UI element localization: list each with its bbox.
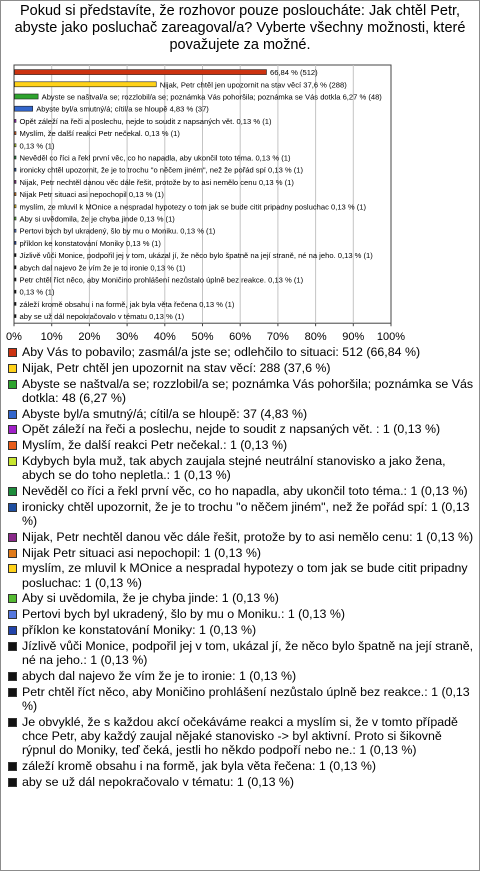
legend-swatch xyxy=(8,425,17,434)
bar-label: Petr chtěl říct něco, aby Moničino prohlášení nezůstalo úplně bez reakce. 0,13 % (1) xyxy=(19,275,304,285)
legend-label: Abyste byl/a smutný/á; cítil/a se hloupě: 37 (4,83 %) xyxy=(22,406,308,421)
legend-item xyxy=(6,407,474,421)
legend-swatch xyxy=(8,642,17,651)
bar xyxy=(15,180,17,183)
legend-item xyxy=(6,484,474,498)
x-tick-label: 50% xyxy=(191,331,214,344)
legend-label: příklon ke konstatování Moniky: 1 (0,13 %) xyxy=(22,622,257,637)
legend-item xyxy=(6,669,474,683)
legend-item xyxy=(6,345,474,359)
legend-swatch xyxy=(8,672,17,681)
legend-swatch xyxy=(8,594,17,603)
chart-title: Pokud si představíte, že rozhovor pouze posloucháte: Jak chtěl Petr, abyste jako posluchač zareagoval/a? Vyberte všechny možnosti, které považujete za možné. xyxy=(14,3,466,53)
legend-label: abych dal najevo že vím že je to ironie: 1 (0,13 %) xyxy=(22,668,297,683)
legend-swatch xyxy=(8,626,17,635)
bar-label: Myslím, že další reakci Petr nečekal. 0,13 % (1) xyxy=(19,129,180,139)
bar-label: Nijak Petr situaci asi nepochopil 0,13 % (1) xyxy=(19,190,164,200)
legend-label: Aby si uvědomila, že je chyba jinde: 1 (0,13 %) xyxy=(22,591,279,606)
chart-legend xyxy=(6,345,474,790)
legend-item xyxy=(6,623,474,637)
legend-swatch xyxy=(8,457,17,466)
bar-label: Nijak, Petr chtěl jen upozornit na stav věcí 37,6 % (288) xyxy=(159,80,347,90)
bar xyxy=(15,254,17,257)
bar xyxy=(15,70,267,75)
x-tick-label: 10% xyxy=(40,331,63,344)
legend-item xyxy=(6,500,474,528)
legend-swatch xyxy=(8,778,17,787)
legend-label: záleží kromě obsahu i na formě, jak byla věta řečena: 1 (0,13 %) xyxy=(22,758,376,773)
x-tick-label: 80% xyxy=(304,331,327,344)
bar xyxy=(15,302,17,305)
x-tick-label: 30% xyxy=(116,331,139,344)
bar xyxy=(15,82,157,87)
x-tick-label: 0% xyxy=(6,331,22,344)
legend-item xyxy=(6,639,474,667)
legend-item xyxy=(6,759,474,773)
legend-swatch xyxy=(8,410,17,419)
bar-label: Abyste byl/a smutný/á; cítil/a se hloupě 4,83 % (37) xyxy=(36,104,209,114)
legend-swatch xyxy=(8,441,17,450)
legend-label: Aby Vás to pobavilo; zasmál/a jste se; odlehčilo to situaci: 512 (66,84 %) xyxy=(22,345,421,359)
bar xyxy=(15,315,17,318)
bar-label: abych dal najevo že vím že je to ironie 0,13 % (1) xyxy=(19,263,186,273)
legend-swatch xyxy=(8,564,17,573)
bar-label: Nijak, Petr nechtěl danou věc dále řešit, protože by to asi nemělo cenu 0,13 % (1) xyxy=(19,177,294,187)
legend-item xyxy=(6,454,474,482)
bar-label: Aby si uvědomila, že je chyba jinde 0,13 % (1) xyxy=(19,214,175,224)
bar xyxy=(15,144,17,147)
bar xyxy=(15,168,17,171)
x-tick-label: 70% xyxy=(266,331,289,344)
bar-label: 0,13 % (1) xyxy=(19,141,55,151)
legend-swatch xyxy=(8,718,17,727)
legend-label: Myslím, že další reakci Petr nečekal.: 1 (0,13 %) xyxy=(22,438,288,453)
bar xyxy=(15,241,17,244)
bar-label: Pertovi bych byl ukradený, šlo by mu o Moniku. 0,13 % (1) xyxy=(19,226,216,236)
bar-label: 0,13 % (1) xyxy=(19,287,55,297)
bar xyxy=(15,278,17,281)
bar-label: Nevěděl co říci a řekl první věc, co ho napadla, aby ukončil toto téma. 0,13 % (1) xyxy=(19,153,291,163)
x-tick-label: 90% xyxy=(342,331,365,344)
legend-swatch xyxy=(8,364,17,373)
x-tick-label: 100% xyxy=(376,331,406,344)
legend-label: Petr chtěl říct něco, aby Moničino prohlášení nezůstalo úplně bez reakce.: 1 (0,13 %) xyxy=(22,684,470,713)
legend-swatch xyxy=(8,487,17,496)
legend-swatch xyxy=(8,610,17,619)
legend-swatch xyxy=(8,503,17,512)
legend-label: myslím, ze mluvil k MOnice a nespradal hypotezy o tom jak se bude citit pripadny posluchac: 1 (0,13 %) xyxy=(22,561,468,590)
legend-swatch xyxy=(8,688,17,697)
legend-item xyxy=(6,530,474,544)
legend-item xyxy=(6,377,474,405)
bar-label: příklon ke konstatování Moniky 0,13 % (1) xyxy=(19,238,161,248)
legend-item xyxy=(6,607,474,621)
bar xyxy=(15,119,17,122)
legend-item xyxy=(6,361,474,375)
legend-label: Nijak Petr situaci asi nepochopil: 1 (0,13 %) xyxy=(22,545,261,560)
bar-label: záleží kromě obsahu i na formě, jak byla věta řečena 0,13 % (1) xyxy=(19,299,235,309)
bar xyxy=(15,205,17,208)
legend-swatch xyxy=(8,348,17,357)
legend-label: Nevěděl co říci a řekl první věc, co ho napadla, aby ukončil toto téma.: 1 (0,13 %) xyxy=(22,483,468,498)
bar xyxy=(15,217,17,220)
bar xyxy=(15,156,17,159)
legend-item xyxy=(6,561,474,589)
legend-item xyxy=(6,591,474,605)
bar-label: ironicky chtěl upozornit, že je to trochu "o něčem jiném", než že pořád spí 0,13 % (1) xyxy=(19,165,304,175)
bar-label: Abyste se naštval/a se; rozzlobil/a se; poznámka Vás pohoršila; poznámka se Vás dotkla 6,27 % (48) xyxy=(41,92,382,102)
legend-label: Nijak, Petr nechtěl danou věc dále řešit, protože by to asi nemělo cenu: 1 (0,13 %) xyxy=(22,529,474,544)
bar-label: Opět záleží na řeči a poslechu, nejde to soudit z napsaných vět. 0,13 % (1) xyxy=(19,116,272,126)
legend-item xyxy=(6,546,474,560)
legend-item xyxy=(6,422,474,436)
legend-item xyxy=(6,715,474,758)
x-tick-label: 20% xyxy=(78,331,101,344)
legend-item xyxy=(6,438,474,452)
legend-label: Jízlivě vůči Monice, podpořil jej v tom, ukázal jí, že něco bylo špatně na její straně, né na jeho.: 1 (0,13 %) xyxy=(22,638,474,667)
legend-label: Nijak, Petr chtěl jen upozornit na stav věcí: 288 (37,6 %) xyxy=(22,360,331,375)
legend-label: Kdybych byla muž, tak abych zaujala stejné neutrální stanovisko a jako žena, abych se do toho nepletla.: 1 (0,13 %) xyxy=(22,453,446,483)
legend-swatch xyxy=(8,549,17,558)
legend-label: Opět záleží na řeči a poslechu, nejde to soudit z napsaných vět. : 1 (0,13 %) xyxy=(22,422,441,437)
legend-swatch xyxy=(8,380,17,389)
bar-label: myslím, ze mluvil k MOnice a nespradal hypotezy o tom jak se bude citit pripadny posluchac 0,13 % (1) xyxy=(19,202,367,212)
legend-label: Abyste se naštval/a se; rozzlobil/a se; poznámka Vás pohoršila; poznámka se Vás dotkla: 48 (6,27 %) xyxy=(22,376,474,405)
x-tick-label: 40% xyxy=(153,331,176,344)
bar xyxy=(15,193,17,196)
bar xyxy=(15,266,17,269)
bar xyxy=(15,290,17,293)
legend-label: Je obvyklé, že s každou akcí očekáváme reakci a myslím si, že v tomto případě chce Petr, aby každý zaujal nějaké stanovisko -> byl aktivní. Proto si šikovně rýpnul do Moniky, teď čeká, jestli ho někdo podpoří nebo ne.: 1 (0,13 %) xyxy=(22,714,458,757)
legend-swatch xyxy=(8,533,17,542)
bar xyxy=(15,132,17,135)
legend-item xyxy=(6,685,474,713)
bar xyxy=(15,229,17,232)
x-tick-label: 60% xyxy=(229,331,252,344)
bar-label: Jízlivě vůči Monice, podpořil jej v tom, ukázal jí, že něco bylo špatně na její straně, né na jeho. 0,13 % (1) xyxy=(19,251,373,261)
bar-label: 66,84 % (512) xyxy=(269,68,318,78)
bar xyxy=(15,106,33,111)
bar-chart xyxy=(0,60,480,345)
legend-swatch xyxy=(8,762,17,771)
legend-label: ironicky chtěl upozornit, že je to trochu "o něčem jiném", než že pořád spí: 1 (0,13 %) xyxy=(22,499,470,528)
bar xyxy=(15,94,39,99)
legend-label: Pertovi bych byl ukradený, šlo by mu o Moniku.: 1 (0,13 %) xyxy=(22,607,345,622)
legend-label: aby se už dál nepokračovalo v tématu: 1 (0,13 %) xyxy=(22,774,295,789)
bar-label: aby se už dál nepokračovalo v tématu 0,13 % (1) xyxy=(19,312,185,322)
legend-item xyxy=(6,775,474,789)
